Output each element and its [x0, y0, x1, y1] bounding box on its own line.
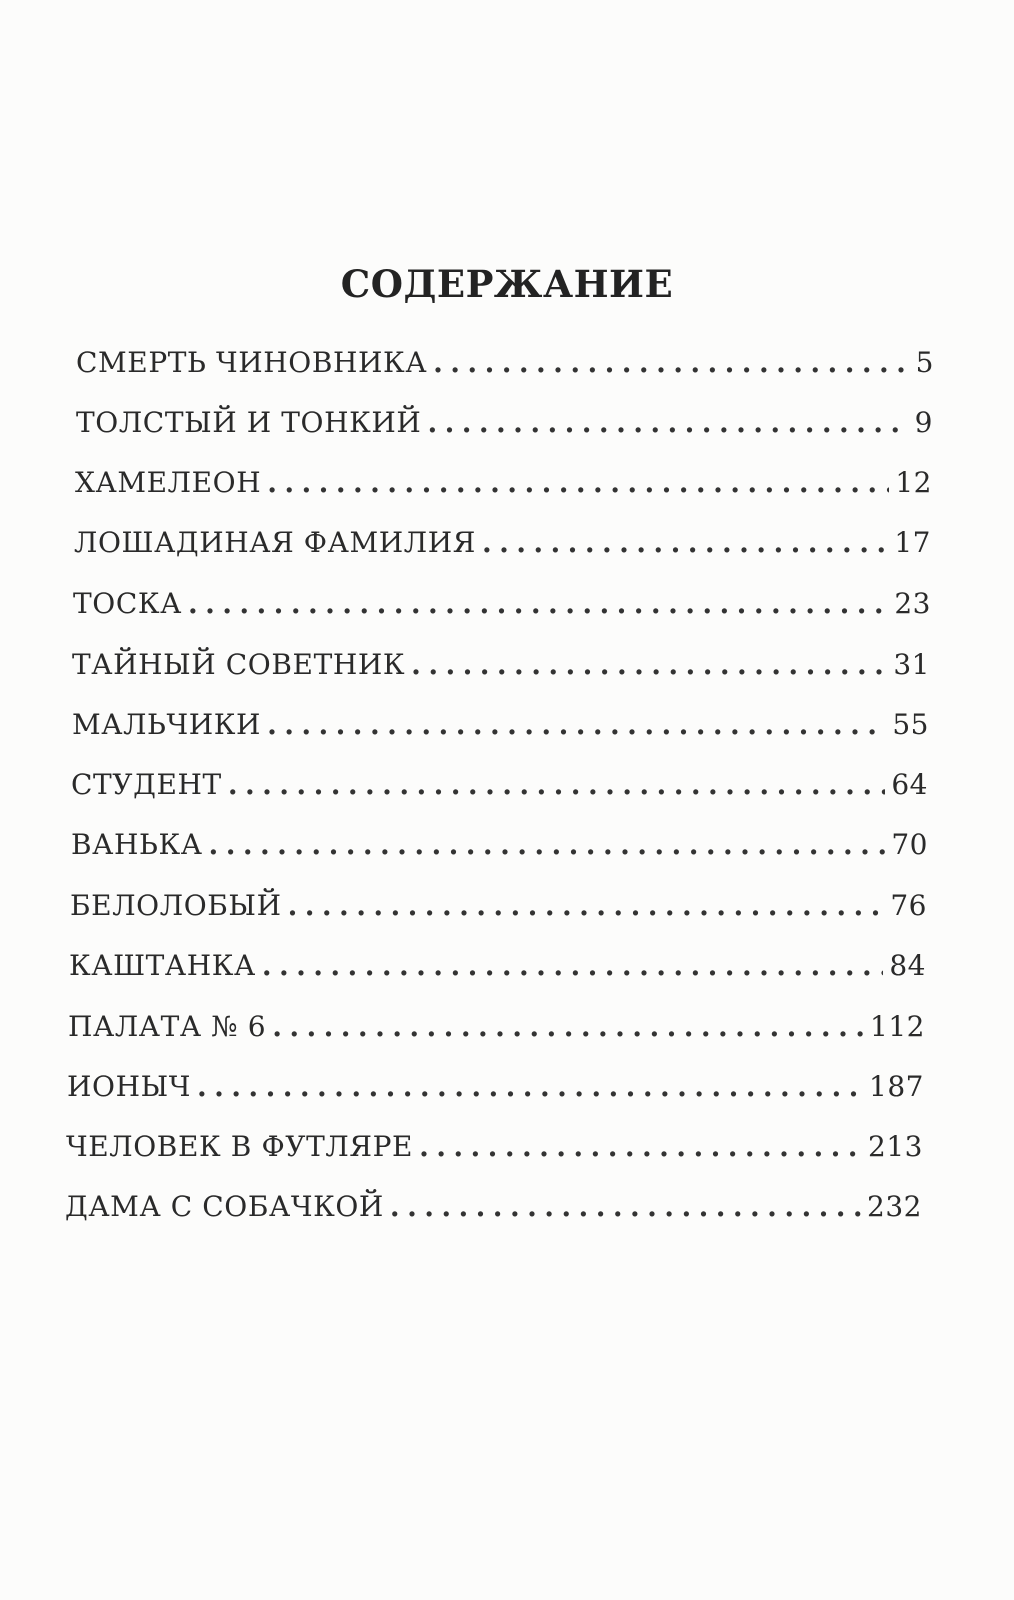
- toc-entry-title: ИОНЫЧ: [67, 1070, 191, 1103]
- toc-entry-title: ТАЙНЫЙ СОВЕТНИК: [72, 648, 406, 681]
- toc-entry-page: 213: [868, 1130, 923, 1163]
- toc-entry[interactable]: [67, 1070, 924, 1114]
- toc-entry[interactable]: [69, 949, 926, 993]
- toc-entry[interactable]: [71, 828, 928, 872]
- toc-entry[interactable]: [72, 708, 929, 752]
- toc-entry[interactable]: [70, 889, 927, 933]
- toc-entry[interactable]: [71, 768, 928, 812]
- toc-entry-page: 9: [914, 406, 933, 439]
- toc-dot-leader: [209, 828, 886, 861]
- page-title: СОДЕРЖАНИЕ: [340, 262, 674, 306]
- toc-entry-title: СМЕРТЬ ЧИНОВНИКА: [76, 346, 428, 379]
- toc-entry-page: 23: [894, 587, 931, 620]
- toc-dot-leader: [390, 1190, 861, 1223]
- toc-entry-page: 84: [889, 949, 926, 982]
- toc-entry-page: 17: [894, 526, 931, 559]
- toc-dot-leader: [288, 889, 885, 922]
- toc-entry-title: ЛОШАДИНАЯ ФАМИЛИЯ: [74, 526, 476, 559]
- toc-entry-page: 112: [870, 1010, 925, 1043]
- toc-dot-leader: [427, 406, 908, 439]
- toc-entry-page: 232: [867, 1190, 922, 1223]
- toc-entry-page: 12: [895, 466, 932, 499]
- toc-dot-leader: [267, 466, 889, 499]
- toc-entry[interactable]: [72, 648, 930, 692]
- toc-entry-page: 187: [869, 1070, 924, 1103]
- toc-entry-title: ДАМА С СОБАЧКОЙ: [65, 1190, 384, 1223]
- toc-entry-title: СТУДЕНТ: [71, 768, 222, 801]
- toc-entry-title: ХАМЕЛЕОН: [75, 466, 262, 499]
- toc-entry-page: 76: [890, 889, 927, 922]
- toc-entry-page: 70: [891, 828, 928, 861]
- toc-entry-page: 31: [893, 648, 930, 681]
- toc-dot-leader: [272, 1010, 864, 1043]
- toc-entry-title: ЧЕЛОВЕК В ФУТЛЯРЕ: [66, 1130, 414, 1163]
- table-of-contents: [0, 338, 1014, 1278]
- toc-entry[interactable]: [65, 1190, 922, 1234]
- toc-dot-leader: [188, 587, 888, 620]
- toc-entry[interactable]: [75, 466, 932, 510]
- toc-entry[interactable]: [73, 587, 931, 631]
- toc-entry[interactable]: [66, 1130, 923, 1174]
- toc-entry-page: 55: [892, 708, 929, 741]
- toc-entry[interactable]: [74, 526, 931, 570]
- toc-dot-leader: [419, 1130, 862, 1163]
- toc-entry-title: ПАЛАТА № 6: [68, 1010, 267, 1043]
- toc-entry-title: МАЛЬЧИКИ: [72, 708, 262, 741]
- toc-entry-page: 64: [891, 768, 928, 801]
- toc-entry[interactable]: [76, 346, 934, 390]
- toc-entry-title: КАШТАНКА: [69, 949, 256, 982]
- toc-dot-leader: [267, 708, 886, 741]
- toc-dot-leader: [197, 1070, 863, 1103]
- toc-entry-title: ТОЛСТЫЙ И ТОНКИЙ: [76, 406, 422, 439]
- toc-entry-title: БЕЛОЛОБЫЙ: [70, 889, 282, 922]
- toc-dot-leader: [482, 526, 888, 559]
- toc-dot-leader: [228, 768, 886, 801]
- toc-entry-title: ТОСКА: [73, 587, 182, 620]
- toc-dot-leader: [411, 648, 887, 681]
- toc-entry[interactable]: [76, 406, 933, 450]
- toc-dot-leader: [262, 949, 884, 982]
- toc-dot-leader: [433, 346, 910, 379]
- toc-entry-title: ВАНЬКА: [71, 828, 203, 861]
- toc-entry-page: 5: [915, 346, 934, 379]
- toc-entry[interactable]: [68, 1010, 925, 1054]
